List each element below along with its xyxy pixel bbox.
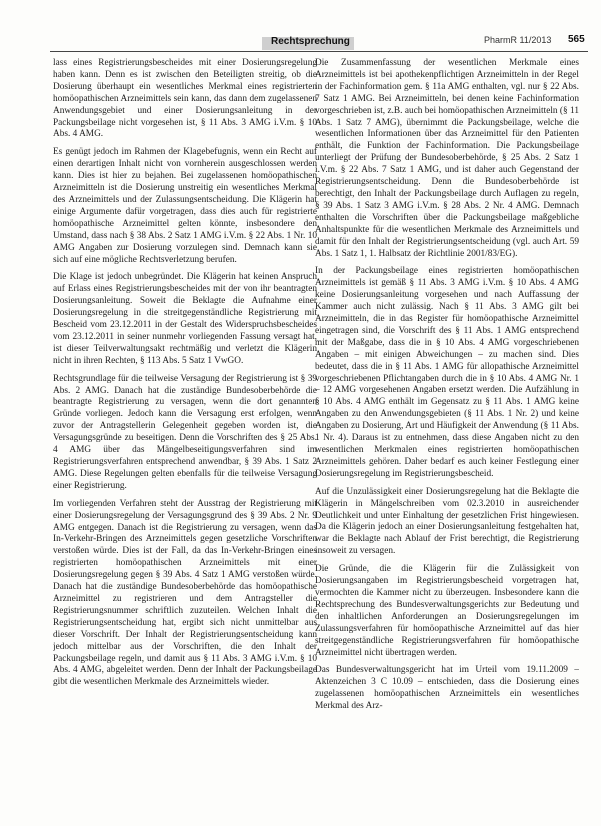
paragraph: lass eines Registrierungsbescheides mit einer Dosierungsregelung haben kann. Denn es ist zwischen den Beteiligten streitig, ob die Dosierung überhaupt ein wesentliches Merkmal eines registrierten homöopathischen Arzneimittels sein kann, das dann dem zugelassenen Anwendungsgebiet und einer Dosierungsanleitung in der Packungsbeilage nicht vorgesehen ist, § 11 Abs. 3 AMG i.V.m. § 10 Abs. 4 AMG.: [53, 58, 317, 140]
paragraph: Die Klage ist jedoch unbegründet. Die Klägerin hat keinen Anspruch auf Erlass eines Registrierungsbescheides mit der von ihr beantragten Dosierungsanleitung. Soweit die Beklagte die Aufnahme einer Dosierungsregelung in die streitgegenständliche Registrierung mit Bescheid vom 23.12.2011 in der Gestalt des Widerspruchsbescheides vom 23.12.2011 in seiner nunmehr vorliegenden Fassung versagt hat, ist dieser Teilverwaltungsakt rechtmäßig und verletzt die Klägerin nicht in ihren Rechten, § 113 Abs. 5 Satz 1 VwGO.: [53, 272, 317, 366]
page-header: [0, 0, 601, 52]
paragraph: In der Packungsbeilage eines registrierten homöopathischen Arzneimittels ist gemäß § 11 Abs. 3 AMG i.V.m. § 10 Abs. 4 AMG keine Dosierungsanleitung vorgesehen und nach Auffassung der Kammer auch nicht zulässig. Nach § 11 Abs. 3 AMG gilt bei Arzneimitteln, die in das Register für homöopathische Arzneimittel eingetragen sind, die Vorschrift des § 11 Abs. 1 AMG entsprechend mit der Maßgabe, dass die in § 10 Abs. 4 AMG vorgeschriebenen Angaben – mit einigen Abweichungen – zu machen sind. Dies bedeutet, dass die in § 11 Abs. 1 AMG für allopathische Arzneimittel vorgeschriebenen Pflichtangaben durch die in § 10 Abs. 4 AMG Nr. 1 – 12 AMG vorgesehenen Angaben ersetzt werden. Die Aufzählung in § 10 Abs. 4 AMG enthält im Gegensatz zu § 11 Abs. 1 AMG keine Angaben zu den Anwendungsgebieten (§ 11 Abs. 1 Nr. 2) und keine Angaben zu Dosierung, Art und Häufigkeit der Anwendung (§ 11 Abs. 1 Nr. 4). Daraus ist zu entnehmen, dass diese Angaben nicht zu den wesentlichen Merkmalen eines registrierten homöopathischen Arzneimittels gehören. Daher bedarf es auch keiner Festlegung einer Dosierungsregelung im Registrierungsbescheid.: [315, 266, 579, 479]
paragraph: Rechtsgrundlage für die teilweise Versagung der Registrierung ist § 39 Abs. 2 AMG. Danach hat die zuständige Bundesoberbehörde die beantragte Registrierung zu versagen, wenn die dort genannten Gründe vorliegen. Jedoch kann die Versagung erst erfolgen, wenn zuvor der Antragstellerin Gelegenheit gegeben worden ist, die Versagungsgründe zu beseitigen. Denn die Vorschriften des § 25 Abs. 4 AMG über das Mängelbeseitigungsverfahren sind im Registrierungsverfahren entsprechend anwendbar, § 39 Abs. 1 Satz 2 AMG. Diese Regelungen gelten ebenfalls für die teilweise Versagung einer Registrierung.: [53, 373, 317, 491]
journal-reference: PharmR 11/2013: [484, 35, 552, 45]
paragraph: Es genügt jedoch im Rahmen der Klagebefugnis, wenn ein Recht auf einen derartigen Inhalt nicht von vornherein ausgeschlossen werden kann. Dies ist hier zu bejahen. Bei zugelassenen homöopathischen Arzneimitteln ist die Dosierung unstreitig ein wesentliches Merkmal des Arzneimittels und der Zulassungsentscheidung. Die Klägerin hat einige Argumente dafür vorgetragen, dass dies auch für registrierte homöopathische Arzneimittel gelten könnte, insbesondere den Umstand, dass nach § 38 Abs. 2 Satz 1 AMG i.V.m. § 22 Abs. 1 Nr. 10 AMG Angaben zur Dosierung vorzulegen sind. Demnach kann sie sich auf eine mögliche Rechtsverletzung berufen.: [53, 147, 317, 265]
left-column: [53, 58, 317, 818]
section-label: Rechtsprechung: [271, 36, 350, 47]
paragraph: Die Gründe, die die Klägerin für die Zulässigkeit von Dosierungsangaben im Registrierungsbescheid vorgetragen hat, vermochten die Kammer nicht zu überzeugen. Insbesondere kann die Rechtsprechung des Bundesverwaltungsgerichts zur Bedeutung und den inhaltlichen Anforderungen an Dosierungsregelungen im Zulassungsverfahren für homöopathische Arzneimittel auf das hier streitgegenständliche Registrierungsverfahren für homöopathische Arzneimittel nicht übertragen werden.: [315, 564, 579, 658]
paragraph: Auf die Unzulässigkeit einer Dosierungsregelung hat die Beklagte die Klägerin in Mängelschreiben vom 02.3.2010 in ausreichender Deutlichkeit und unter Einhaltung der gesetzlichen Frist hingewiesen. Da die Klägerin jedoch an einer Dosierungsanleitung festgehalten hat, war die Beklagte nach Ablauf der Frist berechtigt, die Registrierung insoweit zu versagen.: [315, 486, 579, 557]
page-number: 565: [568, 34, 585, 45]
paragraph: Im vorliegenden Verfahren steht der Ausstrag der Registrierung mit einer Dosierungsregelung der Versagungsgrund des § 39 Abs. 2 Nr. 9 AMG entgegen. Danach ist die Registrierung zu versagen, wenn das In-Verkehr-Bringen des Arzneimittels gegen gesetzliche Vorschriften verstoßen würde. Dies ist der Fall, da das In-Verkehr-Bringen eines registrierten homöopathischen Arzneimittels mit einer Dosierungsregelung gegen § 39 Abs. 4 Satz 1 AMG verstoßen würde. Danach hat die zuständige Bundesoberbehörde das homöopathische Arzneimittel zu registrieren und dem Antragsteller die Registrierungsnummer schriftlich zuzuteilen. Welchen Inhalt die Registrierungsentscheidung hat, ergibt sich nicht unmittelbar aus dieser Vorschrift. Der Inhalt der Registrierungsentscheidung kann jedoch mittelbar aus der Vorschriften, die den Inhalt der Packungsbeilage regeln, und damit aus § 11 Abs. 3 AMG i.V.m. § 10 Abs. 4 AMG, abgeleitet werden. Denn der Inhalt der Packungsbeilage gibt die wesentlichen Merkmale des Arzneimittels wieder.: [53, 498, 317, 688]
right-column: [315, 58, 579, 818]
paragraph: Die Zusammenfassung der wesentlichen Merkmale eines Arzneimittels ist bei apothekenpflichtigen Arzneimitteln in der Regel in der Fachinformation gem. § 11a AMG enthalten, vgl. nur § 22 Abs. 7 Satz 1 AMG. Bei Arzneimitteln, bei denen keine Fachinformation vorgeschrieben ist, z.B. auch bei homöopathischen Arzneimitteln (§ 11 Abs. 1 Satz 7 AMG), übernimmt die Packungsbeilage, welche die wesentlichen Informationen über das Arzneimittel für den Patienten enthält, die Funktion der Fachinformation. Die Packungsbeilage unterliegt der Prüfung der Bundesoberbehörde, § 25 Abs. 2 Satz 1 i.V.m. § 22 Abs. 7 Satz 1 AMG, und ist daher auch Gegenstand der Registrierungsentscheidung. Denn die Bundesoberbehörde ist berechtigt, den Inhalt der Packungsbeilage durch Auflagen zu regeln, § 39 Abs. 1 Satz 3 AMG i.V.m. § 28 Abs. 2 Nr. 4 AMG. Demnach enthalten die Vorschriften über die Packungsbeilage maßgebliche Anhaltspunkte für die wesentlichen Merkmale des Arzneimittels und damit für den Inhalt der Registrierungsentscheidung (vgl. auch Art. 59 Abs. 1 Satz 1, 1. Halbsatz der Richtlinie 2001/83/EG).: [315, 58, 579, 259]
paragraph: Das Bundesverwaltungsgericht hat im Urteil vom 19.11.2009 – Aktenzeichen 3 C 10.09 – entschieden, dass die Dosierung eines zugelassenen homöopathischen Arzneimittels ein wesentliches Merkmal des Arz-: [315, 665, 579, 712]
header-rule: [50, 51, 588, 52]
